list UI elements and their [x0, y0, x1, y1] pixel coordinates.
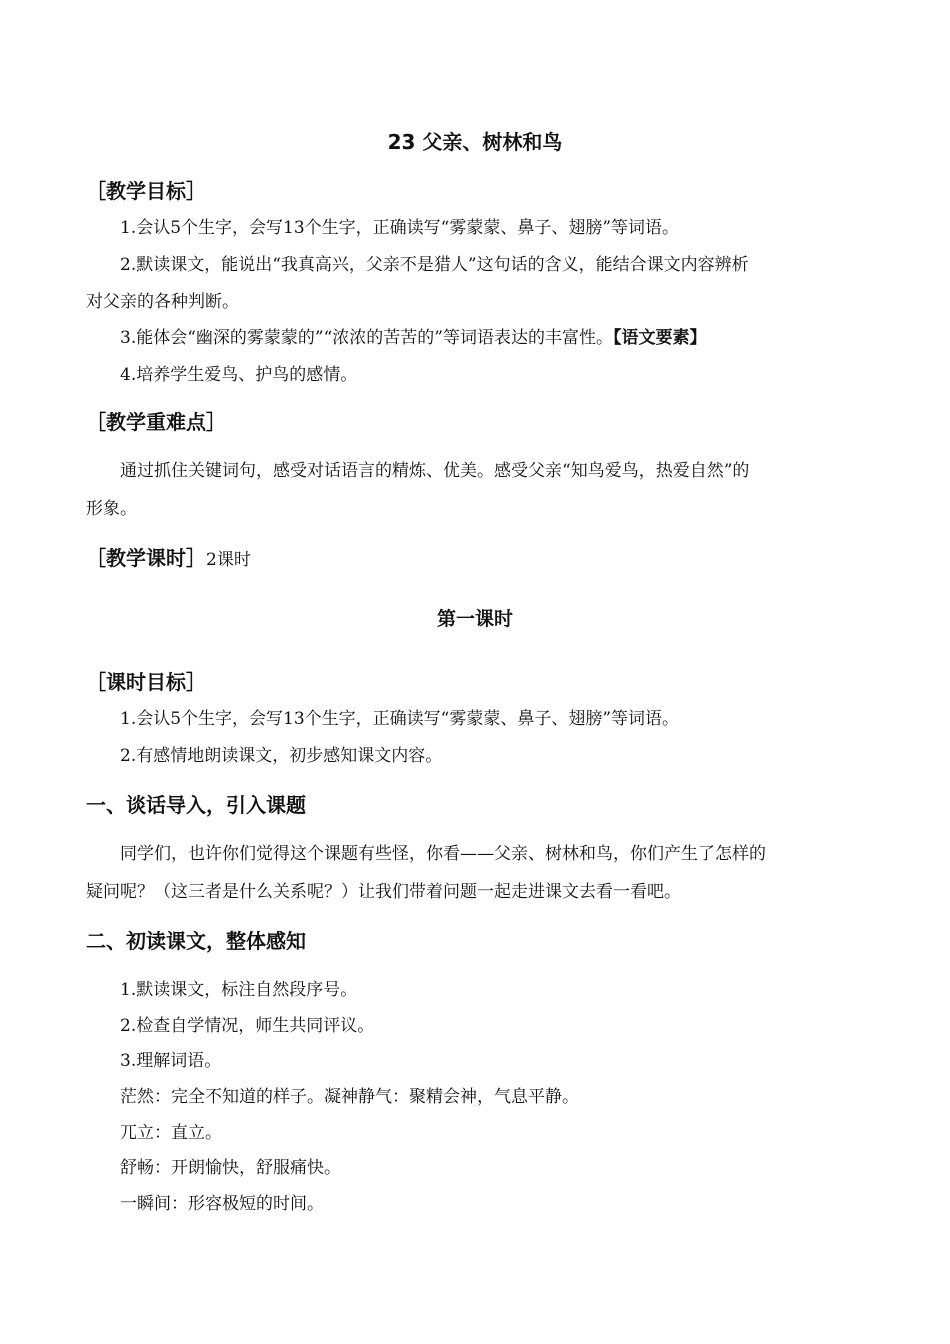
part1-line-1: 同学们，也许你们觉得这个课题有些怪，你看——父亲、树林和鸟，你们产生了怎样的 — [120, 844, 766, 864]
lesson1-goal-2: 2.有感情地朗读课文，初步感知课文内容。 — [120, 746, 443, 766]
lesson1-title: 第一课时 — [436, 608, 513, 630]
difficulty-line-1: 通过抓住关键词句，感受对话语言的精炼、优美。感受父亲“知鸟爱鸟，热爱自然”的 — [120, 461, 750, 481]
part2-line-7: 一瞬间：形容极短的时间。 — [120, 1194, 324, 1214]
part1-line-2: 疑问呢？（这三者是什么关系呢？）让我们带着问题一起走进课文去看一看吧。 — [86, 882, 681, 902]
difficulty-heading — [86, 409, 226, 435]
page-title: 23 父亲、树林和鸟 — [387, 130, 563, 154]
part2-line-3: 3.理解词语。 — [120, 1051, 222, 1071]
goal-item-4: 4.培养学生爱鸟、护鸟的感情。 — [120, 365, 358, 385]
hours-value: 2课时 — [206, 550, 251, 570]
goal-item-3-tag: 【语文要素】 — [612, 328, 707, 348]
goal-item-3 — [120, 327, 706, 349]
lesson1-goals-heading-text: ［课时目标］ — [86, 670, 206, 694]
part2-line-1: 1.默读课文，标注自然段序号。 — [120, 980, 358, 1000]
goals-heading — [86, 178, 206, 204]
part2-line-2: 2.检查自学情况，师生共同评议。 — [120, 1016, 375, 1036]
goal-item-2-continued: 对父亲的各种判断。 — [86, 292, 239, 312]
hours-heading-text: ［教学课时］ — [86, 546, 206, 570]
lesson1-goals-heading — [86, 669, 206, 695]
goal-item-2: 2.默读课文，能说出“我真高兴，父亲不是猎人”这句话的含义，能结合课文内容辨析 — [120, 255, 749, 275]
part2-line-6: 舒畅：开朗愉快，舒服痛快。 — [120, 1158, 341, 1178]
difficulty-line-2: 形象。 — [86, 499, 137, 519]
goals-heading-text: ［教学目标］ — [86, 179, 206, 203]
difficulty-heading-text: ［教学重难点］ — [86, 410, 226, 434]
part2-line-5: 兀立：直立。 — [120, 1123, 222, 1143]
goal-item-1: 1.会认5个生字，会写13个生字，正确读写“雾蒙蒙、鼻子、翅膀”等词语。 — [120, 218, 680, 238]
part2-heading: 二、初读课文，整体感知 — [86, 929, 306, 953]
hours-line — [86, 545, 251, 573]
goal-item-3-text: 3.能体会“幽深的雾蒙蒙的”“浓浓的苦苦的”等词语表达的丰富性。 — [120, 328, 613, 348]
lesson1-goal-1: 1.会认5个生字，会写13个生字，正确读写“雾蒙蒙、鼻子、翅膀”等词语。 — [120, 709, 680, 729]
part1-heading: 一、谈话导入，引入课题 — [86, 793, 306, 817]
part2-line-4: 茫然：完全不知道的样子。凝神静气：聚精会神，气息平静。 — [120, 1087, 579, 1107]
